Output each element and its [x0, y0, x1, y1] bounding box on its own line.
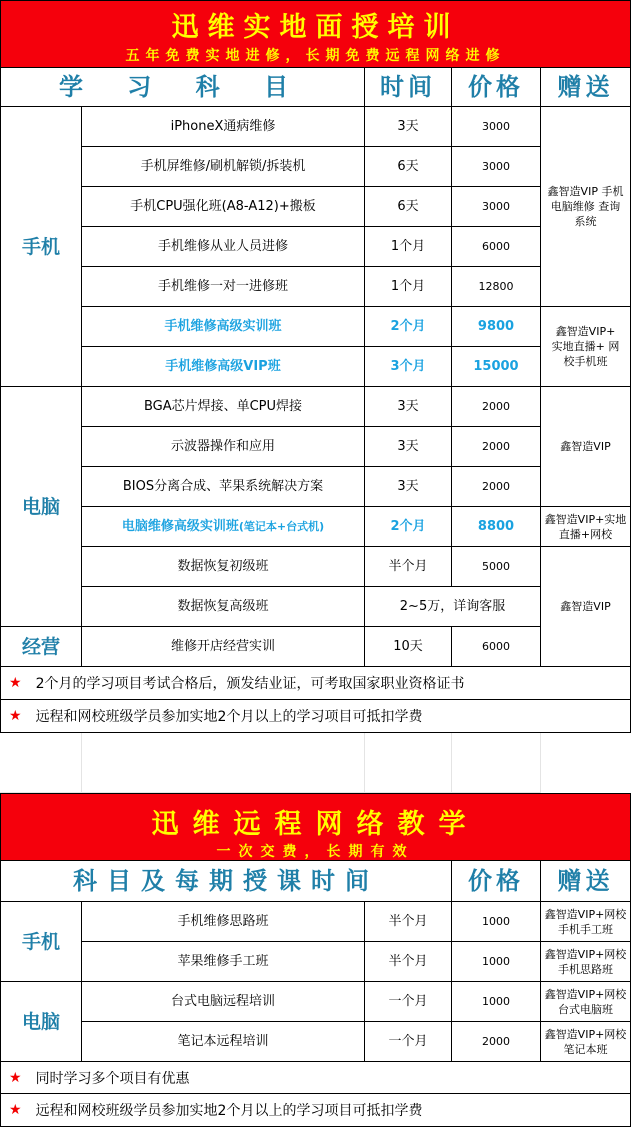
note-row — [0, 1093, 631, 1127]
course-subject: BGA芯片焊接、单CPU焊接 — [81, 386, 365, 427]
course-time: 1个月 — [364, 226, 452, 267]
course-price: 2000 — [451, 426, 541, 467]
course-subject: 笔记本远程培训 — [81, 1021, 365, 1062]
course-subject: 手机CPU强化班(A8-A12)+搬板 — [81, 186, 365, 227]
gift-cell: 鑫智造VIP — [540, 386, 631, 507]
course-price: 3000 — [451, 106, 541, 147]
course-time-price: 2~5万，详询客服 — [364, 586, 541, 627]
course-price: 1000 — [451, 941, 541, 982]
course-subject: iPhoneX通病维修 — [81, 106, 365, 147]
course-subject: 手机维修思路班 — [81, 901, 365, 942]
course-time: 3天 — [364, 426, 452, 467]
section1-banner — [0, 0, 631, 68]
star-icon: ★ — [9, 1102, 22, 1118]
note-text: 2个月的学习项目考试合格后，颁发结业证，可考取国家职业资格证书 — [35, 676, 465, 692]
category-phone: 手机 — [0, 106, 82, 387]
spacer-cell — [365, 733, 452, 793]
course-time: 3天 — [364, 466, 452, 507]
course-time: 6天 — [364, 146, 452, 187]
course-time: 3个月 — [364, 346, 452, 387]
star-icon: ★ — [9, 708, 22, 724]
course-price: 8800 — [451, 506, 541, 547]
course-subject — [81, 506, 365, 547]
header-subject-schedule: 科目及每期授课时间 — [0, 860, 452, 902]
course-price: 6000 — [451, 626, 541, 667]
gift-cell: 鑫智造VIP+实地直播+网校 — [540, 506, 631, 547]
header-gift: 赠送 — [540, 67, 631, 107]
star-icon: ★ — [9, 1069, 22, 1086]
course-subject: 手机维修高级实训班 — [81, 306, 365, 347]
course-subject: 数据恢复初级班 — [81, 546, 365, 587]
course-subject: 苹果维修手工班 — [81, 941, 365, 982]
course-price: 1000 — [451, 981, 541, 1022]
course-subject: 手机维修高级VIP班 — [81, 346, 365, 387]
gift-cell: 鑫智造VIP+网校手机思路班 — [540, 941, 631, 982]
gift-cell: 鑫智造VIP+ 实地直播+ 网校手机班 — [540, 306, 631, 387]
section2-banner — [0, 793, 631, 861]
note-text: 远程和网校班级学员参加实地2个月以上的学习项目可抵扣学费 — [35, 1103, 423, 1119]
course-subject: 维修开店经营实训 — [81, 626, 365, 667]
gift-cell: 鑫智造VIP 手机电脑维修 查询系统 — [540, 106, 631, 307]
category-phone: 手机 — [0, 901, 82, 982]
course-price: 3000 — [451, 186, 541, 227]
course-price: 15000 — [451, 346, 541, 387]
course-price: 12800 — [451, 266, 541, 307]
course-time: 2个月 — [364, 306, 452, 347]
header-time: 时间 — [364, 67, 452, 107]
note-text: 同时学习多个项目有优惠 — [35, 1070, 190, 1087]
course-subject: 示波器操作和应用 — [81, 426, 365, 467]
header-price: 价格 — [451, 67, 541, 107]
course-subject: 数据恢复高级班 — [81, 586, 365, 627]
course-time: 一个月 — [364, 1021, 452, 1062]
header-subject: 学 习 科 目 — [0, 67, 365, 107]
course-time: 3天 — [364, 106, 452, 147]
spacer-cell — [452, 733, 541, 793]
course-price: 6000 — [451, 226, 541, 267]
course-time: 3天 — [364, 386, 452, 427]
course-time: 6天 — [364, 186, 452, 227]
gift-cell: 鑫智造VIP — [540, 546, 631, 667]
course-subject: 手机维修从业人员进修 — [81, 226, 365, 267]
header-gift: 赠送 — [540, 860, 631, 902]
course-subject: 台式电脑远程培训 — [81, 981, 365, 1022]
category-pc: 电脑 — [0, 386, 82, 627]
course-subject: BIOS分离合成、苹果系统解决方案 — [81, 466, 365, 507]
course-subject: 手机维修一对一进修班 — [81, 266, 365, 307]
course-time: 半个月 — [364, 546, 452, 587]
course-price: 2000 — [451, 1021, 541, 1062]
course-price: 5000 — [451, 546, 541, 587]
course-time: 半个月 — [364, 901, 452, 942]
course-time: 10天 — [364, 626, 452, 667]
course-subject-main: 电脑维修高级实训班 — [121, 518, 239, 534]
category-pc: 电脑 — [0, 981, 82, 1062]
course-time: 一个月 — [364, 981, 452, 1022]
gift-cell: 鑫智造VIP+网校台式电脑班 — [540, 981, 631, 1022]
course-price: 9800 — [451, 306, 541, 347]
section1-title: 迅维实地面授培训 — [171, 12, 460, 43]
course-price: 3000 — [451, 146, 541, 187]
gift-cell: 鑫智造VIP+网校笔记本班 — [540, 1021, 631, 1062]
course-subject: 手机屏维修/刷机解锁/拆装机 — [81, 146, 365, 187]
note-row — [0, 666, 631, 700]
course-subject-suffix: (笔记本+台式机) — [238, 519, 325, 533]
star-icon: ★ — [9, 675, 22, 691]
course-price: 2000 — [451, 386, 541, 427]
spacer-cell — [0, 733, 82, 793]
gift-cell: 鑫智造VIP+网校手机手工班 — [540, 901, 631, 942]
spacer-cell — [82, 733, 365, 793]
course-price: 2000 — [451, 466, 541, 507]
note-row — [0, 1061, 631, 1094]
note-row — [0, 699, 631, 733]
section1-subtitle: 五年免费实地进修，长期免费远程网络进修 — [125, 48, 506, 64]
course-time: 1个月 — [364, 266, 452, 307]
note-text: 远程和网校班级学员参加实地2个月以上的学习项目可抵扣学费 — [35, 709, 423, 725]
course-price: 1000 — [451, 901, 541, 942]
section2-title: 迅维远程网络教学 — [151, 809, 480, 840]
course-time: 半个月 — [364, 941, 452, 982]
course-time: 2个月 — [364, 506, 452, 547]
category-business: 经营 — [0, 626, 82, 667]
header-price: 价格 — [451, 860, 541, 902]
section2-subtitle: 一次交费，长期有效 — [216, 844, 415, 860]
